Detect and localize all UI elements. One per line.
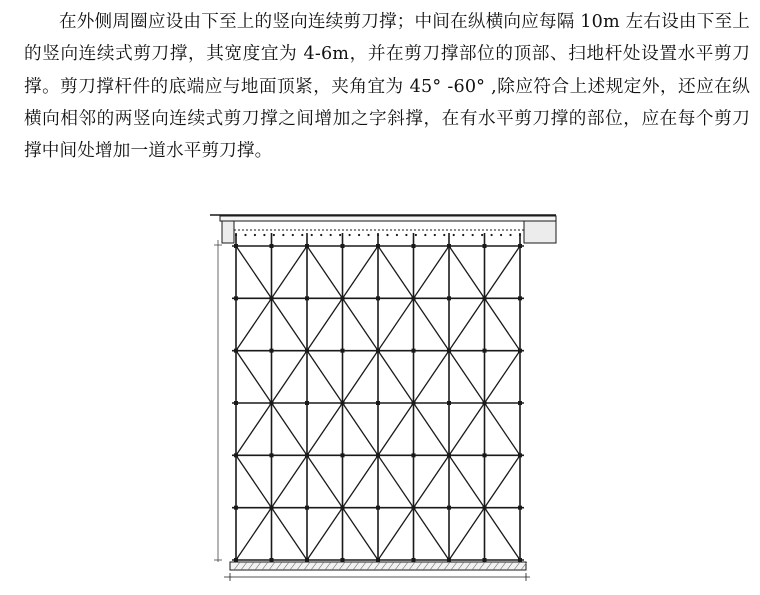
top-dot bbox=[453, 234, 455, 236]
top-slab bbox=[210, 215, 556, 243]
top-dot bbox=[386, 234, 388, 236]
coupler-joint bbox=[234, 506, 238, 510]
coupler-joint bbox=[447, 401, 451, 405]
coupler-joint bbox=[483, 349, 487, 353]
top-dot bbox=[509, 234, 511, 236]
coupler-joint bbox=[447, 453, 451, 457]
top-dot bbox=[462, 234, 464, 236]
top-dot bbox=[244, 234, 246, 236]
coupler-joint bbox=[412, 296, 416, 300]
coupler-joint bbox=[518, 349, 522, 353]
coupler-joint bbox=[234, 296, 238, 300]
coupler-joint bbox=[270, 506, 274, 510]
top-dot bbox=[235, 234, 237, 236]
coupler-joint bbox=[447, 244, 451, 248]
coupler-joint bbox=[447, 296, 451, 300]
coupler-joint bbox=[234, 453, 238, 457]
coupler-joint bbox=[234, 244, 238, 248]
vertical-poles bbox=[236, 233, 520, 562]
coupler-joint bbox=[483, 506, 487, 510]
top-dot bbox=[472, 234, 474, 236]
coupler-joint bbox=[305, 244, 309, 248]
coupler-joint bbox=[483, 558, 487, 562]
top-dot bbox=[377, 234, 379, 236]
coupler-joint bbox=[412, 506, 416, 510]
coupler-joint bbox=[483, 453, 487, 457]
coupler-joint bbox=[447, 506, 451, 510]
coupler-joint bbox=[518, 244, 522, 248]
coupler-joint bbox=[270, 558, 274, 562]
coupler-joint bbox=[412, 401, 416, 405]
coupler-joint bbox=[305, 401, 309, 405]
top-dot bbox=[320, 234, 322, 236]
top-dot bbox=[443, 234, 445, 236]
coupler-joint bbox=[341, 401, 345, 405]
top-dot bbox=[415, 234, 417, 236]
ground-slab bbox=[224, 562, 530, 581]
coupler-joint bbox=[270, 401, 274, 405]
coupler-joint bbox=[270, 349, 274, 353]
body-paragraph: 在外侧周圈应设由下至上的竖向连续剪刀撑；中间在纵横向应每隔 10m 左右设由下至上的竖向连续式剪刀撑，其宽度宜为 4-6m，并在剪刀撑部位的顶部、扫地杆处设置水平剪刀撑。剪刀撑杆件的底端应与地面顶紧，夹角宜为 45° -60° ,除应符合上述规定外，还应在纵横向相邻的两竖向连续式剪刀撑之间增加之字斜撑，在有水平剪刀撑的部位，应在每个剪刀撑中间处增加一道水平剪刀撑。 bbox=[24, 12, 750, 162]
top-dot bbox=[311, 234, 313, 236]
coupler-joint bbox=[447, 349, 451, 353]
coupler-joint bbox=[341, 244, 345, 248]
top-dot bbox=[292, 234, 294, 236]
top-dot bbox=[254, 234, 256, 236]
top-dot bbox=[330, 234, 332, 236]
top-dot bbox=[481, 234, 483, 236]
coupler-joint bbox=[234, 558, 238, 562]
top-dot bbox=[396, 234, 398, 236]
coupler-joint bbox=[376, 506, 380, 510]
coupler-joint bbox=[518, 558, 522, 562]
top-dot bbox=[491, 234, 493, 236]
top-dot bbox=[349, 234, 351, 236]
coupler-joint bbox=[518, 453, 522, 457]
top-dot bbox=[301, 234, 303, 236]
coupler-joint bbox=[376, 558, 380, 562]
top-dot bbox=[519, 234, 521, 236]
coupler-joint bbox=[341, 453, 345, 457]
scaffold-elevation-drawing bbox=[200, 200, 570, 590]
coupler-joint bbox=[305, 506, 309, 510]
coupler-joint bbox=[447, 558, 451, 562]
coupler-joint bbox=[412, 349, 416, 353]
coupler-joint bbox=[305, 296, 309, 300]
top-dot bbox=[500, 234, 502, 236]
coupler-joint bbox=[376, 349, 380, 353]
top-dot bbox=[367, 234, 369, 236]
coupler-joint bbox=[518, 296, 522, 300]
coupler-joint bbox=[518, 401, 522, 405]
coupler-joint bbox=[341, 349, 345, 353]
coupler-joint bbox=[234, 349, 238, 353]
coupler-joint bbox=[483, 244, 487, 248]
coupler-joint bbox=[412, 244, 416, 248]
coupler-joint bbox=[376, 296, 380, 300]
coupler-joint bbox=[270, 453, 274, 457]
top-dot bbox=[405, 234, 407, 236]
top-dot bbox=[263, 234, 265, 236]
coupler-joint bbox=[270, 296, 274, 300]
coupler-joint bbox=[305, 349, 309, 353]
top-dot bbox=[339, 234, 341, 236]
coupler-joint bbox=[341, 296, 345, 300]
top-dot bbox=[424, 234, 426, 236]
coupler-joint bbox=[376, 401, 380, 405]
top-dot bbox=[358, 234, 360, 236]
coupler-joint bbox=[412, 453, 416, 457]
left-dimension-line bbox=[214, 240, 222, 562]
coupler-joint bbox=[305, 453, 309, 457]
coupler-joint bbox=[483, 296, 487, 300]
coupler-joint bbox=[270, 244, 274, 248]
top-dot bbox=[282, 234, 284, 236]
coupler-joint bbox=[518, 506, 522, 510]
coupler-joint bbox=[234, 401, 238, 405]
top-dot bbox=[273, 234, 275, 236]
coupler-joint bbox=[376, 244, 380, 248]
coupler-joint bbox=[341, 558, 345, 562]
coupler-joint bbox=[305, 558, 309, 562]
coupler-joint bbox=[376, 453, 380, 457]
coupler-joint bbox=[483, 401, 487, 405]
top-dot bbox=[434, 234, 436, 236]
coupler-joint bbox=[412, 558, 416, 562]
coupler-joint bbox=[341, 506, 345, 510]
